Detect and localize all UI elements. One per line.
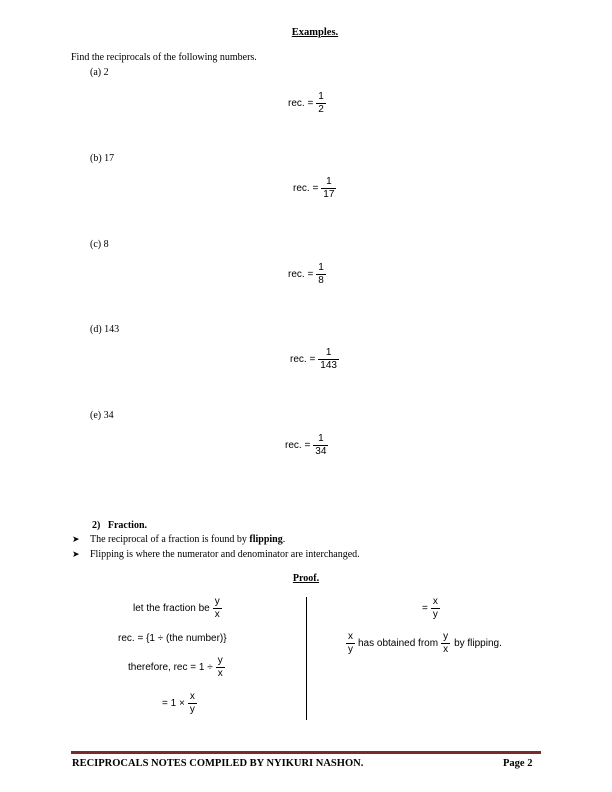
example-label-a: (a) 2 <box>90 67 109 78</box>
proof-step-let: let the fraction be $\frac{y}{x}$ <box>133 596 220 620</box>
footer-rule <box>71 751 541 754</box>
page-number: Page 2 <box>503 758 533 769</box>
arrow-bullet-icon: ➤ <box>72 534 80 544</box>
arrow-bullet-icon: ➤ <box>72 549 80 559</box>
proof-step-therefore: therefore, rec = 1 ÷ $\frac{y}{x}$ <box>128 655 223 679</box>
proof-step-rec: rec. = {1 ÷ (the number)} <box>118 633 227 644</box>
example-answer-b: rec. = $\frac{1}{17}$ <box>293 176 335 200</box>
example-answer-e: rec. = $\frac{1}{34}$ <box>285 433 327 457</box>
proof-step-times: = 1 × $\frac{x}{y}$ <box>162 691 195 715</box>
proof-explanation: $\frac{x}{y}$ has obtained from $\frac{y}{x}$ by flipping. <box>348 631 502 655</box>
bullet-item: ➤ Flipping is where the numerator and denominator are interchanged. <box>72 549 360 560</box>
example-label-b: (b) 17 <box>90 153 115 164</box>
example-label-e: (e) 34 <box>90 410 114 421</box>
example-label-d: (d) 143 <box>90 324 120 335</box>
example-answer-a: rec. = $\frac{1}{2}$ <box>288 91 324 115</box>
proof-result: = $\frac{x}{y}$ <box>422 596 438 620</box>
footer-text: RECIPROCALS NOTES COMPILED BY NYIKURI NASHON. <box>72 758 364 769</box>
proof-heading: Proof. <box>292 573 320 584</box>
section-heading: 2) Fraction. <box>92 520 147 531</box>
example-label-c: (c) 8 <box>90 239 109 250</box>
instruction-text: Find the reciprocals of the following numbers. <box>71 52 257 63</box>
example-answer-c: rec. = $\frac{1}{8}$ <box>288 262 324 286</box>
page-title: Examples. <box>291 27 339 38</box>
example-answer-d: rec. = $\frac{1}{143}$ <box>290 347 337 371</box>
bullet-item: ➤ The reciprocal of a fraction is found by flipping. <box>72 534 286 545</box>
column-divider <box>306 597 307 720</box>
